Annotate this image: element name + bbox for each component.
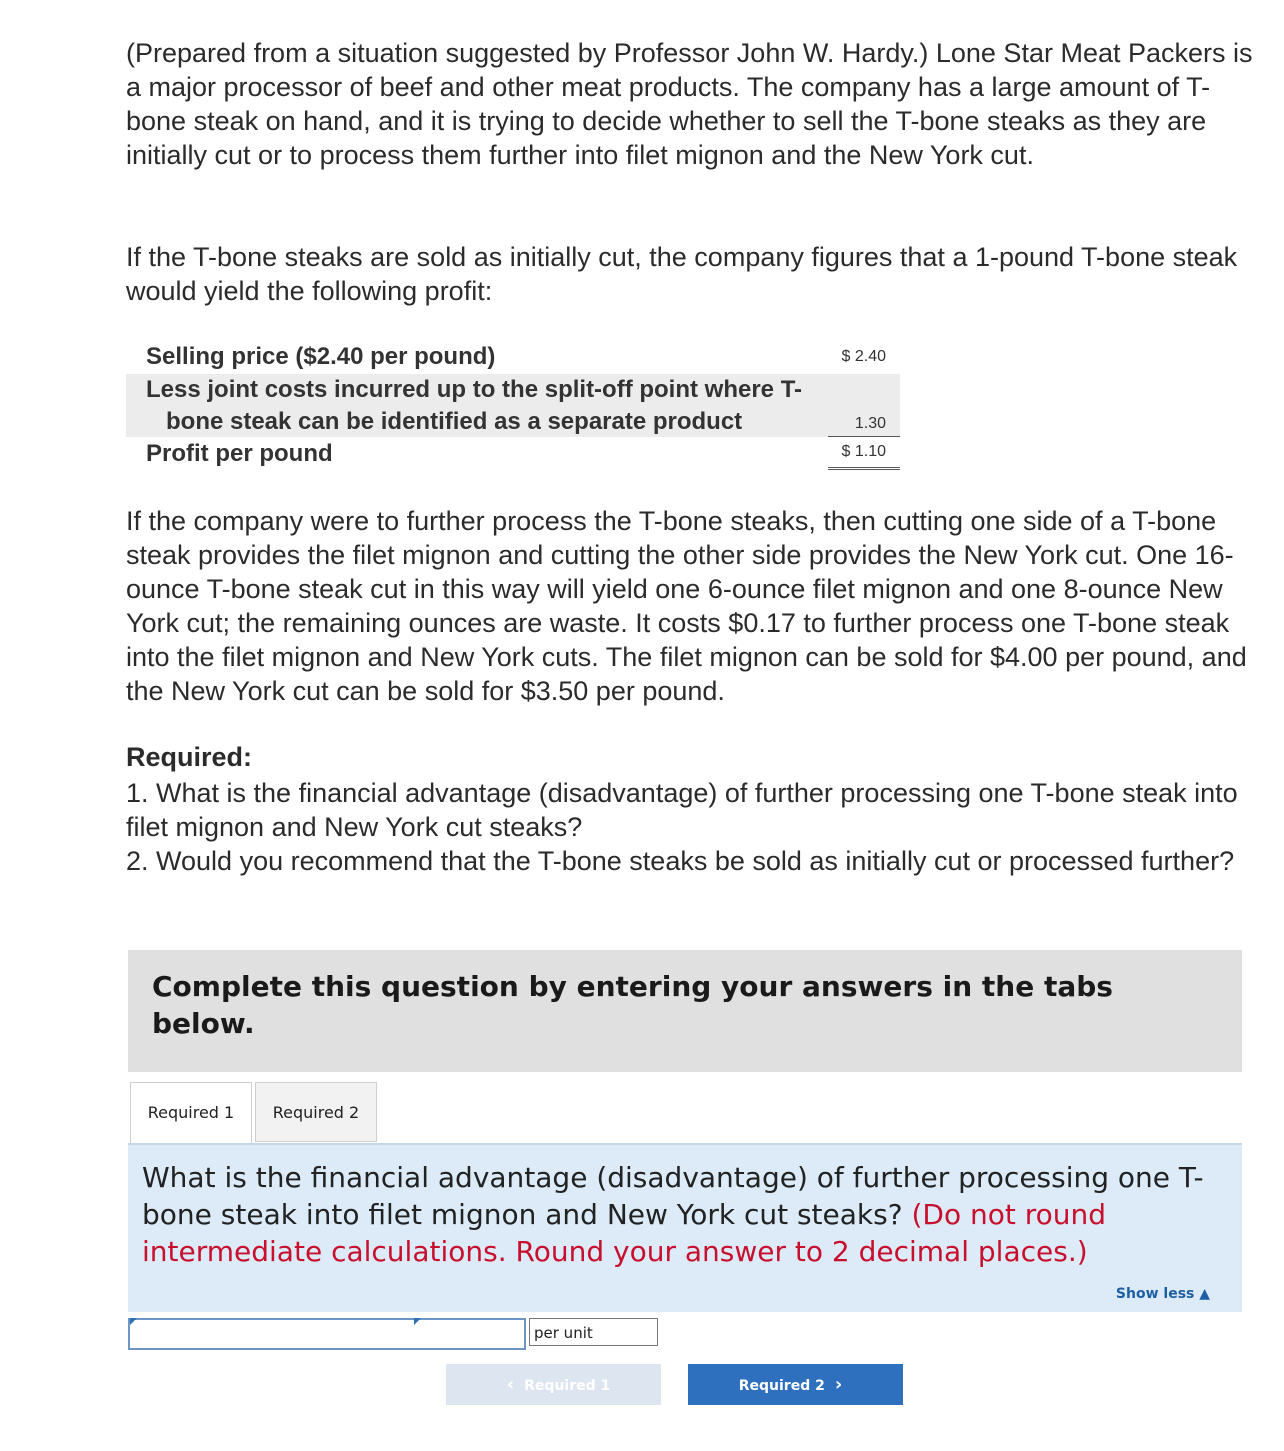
answer-input-amount[interactable] — [412, 1318, 526, 1350]
required-q1: 1. What is the financial advantage (disadvantage) of further processing one T-bone steak into filet mignon and New York cut steaks? — [126, 778, 1238, 842]
prev-button-label: Required 1 — [524, 1378, 611, 1394]
joint-costs-label-line2: bone steak can be identified as a separate product — [166, 408, 743, 435]
question-panel — [128, 1143, 1242, 1312]
profit-row-joint-costs — [126, 374, 900, 437]
input-marker-icon — [130, 1318, 137, 1325]
profit-table — [126, 340, 900, 471]
prev-required-button[interactable] — [446, 1364, 661, 1405]
chevron-left-icon: ‹ — [506, 1374, 515, 1395]
show-less-link[interactable]: Show less ▲ — [1115, 1286, 1210, 1302]
selling-price-label: Selling price ($2.40 per pound) — [146, 343, 496, 370]
question-main: What is the financial advantage (disadvantage) of further processing one T-bone steak into filet mignon and New York cut steaks? — [142, 1161, 1204, 1231]
next-button-label: Required 2 — [738, 1378, 825, 1394]
chevron-right-icon: › — [834, 1374, 843, 1395]
tab-required-1[interactable]: Required 1 — [130, 1082, 252, 1144]
selling-price-value: $ 2.40 — [841, 348, 886, 365]
profit-per-pound-label: Profit per pound — [146, 440, 333, 467]
joint-costs-label-line1: Less joint costs incurred up to the split-off point where T- — [146, 376, 803, 403]
required-questions — [126, 776, 1266, 878]
profit-row-selling-price — [126, 340, 900, 374]
required-title: Required: — [126, 742, 253, 772]
further-process-text: If the company were to further process the T-bone steaks, then cutting one side of a T-bone steak provides the filet mignon and cutting the other side provides the New York cut. One 16-ounce T-bone steak cut in this way will yield one 6-ounce filet mignon and one 8-ounce New York cut; the remaining ounces are waste. It costs $0.17 to further process one T-bone steak into the filet mignon and New York cuts. The filet mignon can be sold for $4.00 per pound, and the New York cut can be sold for $3.50 per pound. — [126, 506, 1247, 706]
banner-text: Complete this question by entering your answers in the tabs below. — [152, 970, 1113, 1040]
question-text — [142, 1159, 1222, 1270]
profit-per-pound-value: $ 1.10 — [828, 437, 900, 470]
profit-intro: If the T-bone steaks are sold as initially cut, the company figures that a 1-pound T-bone steak would yield the following profit: — [126, 242, 1238, 306]
profit-row-profit — [126, 437, 900, 471]
joint-costs-value: 1.30 — [828, 412, 900, 437]
problem-intro: (Prepared from a situation suggested by Professor John W. Hardy.) Lone Star Meat Packers is a major processor of beef and other meat products. The company has a large amount of T-bone steak on hand, and it is trying to decide whether to sell the T-bone steaks as they are initially cut or to process them further into filet mignon and the New York cut. — [126, 38, 1253, 170]
input-marker-icon — [414, 1318, 421, 1325]
tab-required-2[interactable]: Required 2 — [255, 1082, 377, 1142]
instruction-banner — [128, 950, 1242, 1072]
answer-unit-label: per unit — [529, 1318, 658, 1346]
question-instruction: (Do not round intermediate calculations. Round your answer to 2 decimal places.) — [142, 1198, 1107, 1268]
answer-input-label[interactable] — [128, 1318, 414, 1350]
required-q2: 2. Would you recommend that the T-bone steaks be sold as initially cut or processed further? — [126, 846, 1235, 876]
next-required-button[interactable] — [688, 1364, 903, 1405]
